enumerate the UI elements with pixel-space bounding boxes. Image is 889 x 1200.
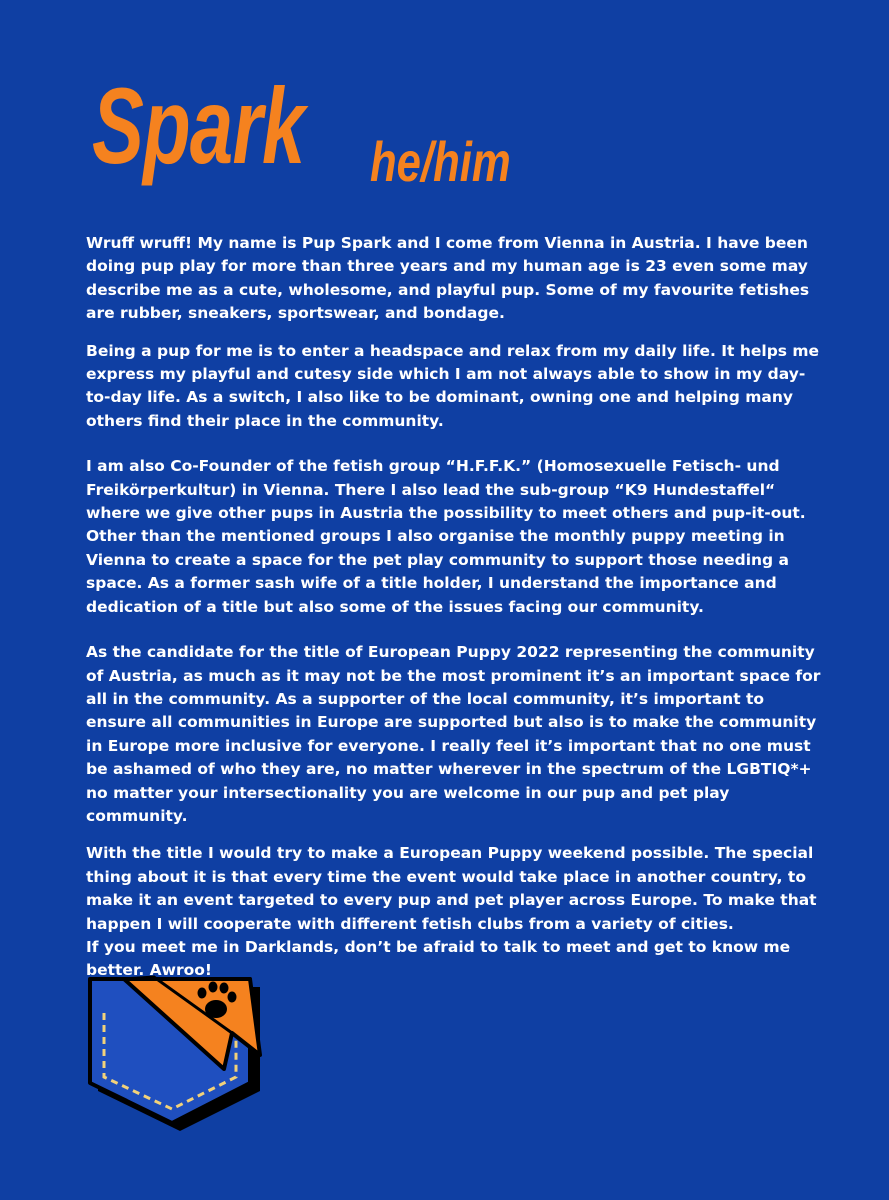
- bio-paragraph-5: With the title I would try to make a European Puppy weekend possible. The special thing about it is that every time the event would take place in another country, to make it an event targeted to every pup and pet player across Europe. To make that happen I will cooperate with different fetish clubs from a variety of cities. If you meet me in Darklands, don’t be afraid to talk to meet and get to know me better. Awroo!: [86, 844, 817, 980]
- pocket-bandana-paw-icon: [84, 973, 274, 1133]
- header: [92, 65, 511, 193]
- candidate-name: Spark: [92, 65, 305, 186]
- bio-paragraph-4: As the candidate for the title of European Puppy 2022 representing the community of Austria, as much as it may not be the most prominent it’s an important space for all in the community. As a supporter of the local community, it’s important to ensure all communities in Europe are supported but also is to make the community in Europe more inclusive for everyone. I really feel it’s important that no one must be ashamed of who they are, no matter wherever in the spectrum of the LGBTIQ*+ no matter your intersectionality you are welcome in our pup and pet play community.: [86, 643, 821, 825]
- pronouns: he/him: [370, 130, 511, 193]
- bio-text: [86, 232, 826, 997]
- bio-paragraph-2: Being a pup for me is to enter a headspace and relax from my daily life. It helps me express my playful and cutesy side which I am not always able to show in my day-to-day life. As a switch, I also like to be dominant, owning one and helping many others find their place in the community.: [86, 341, 820, 430]
- bio-paragraph-3: I am also Co-Founder of the fetish group “H.F.F.K.” (Homosexuelle Fetisch- und Freikörperkultur) in Vienna. There I also lead the sub-group “K9 Hundestaffel“ where we give other pups in Austria the possibility to meet others and pup-it-out. Other than the mentioned groups I also organise the monthly puppy meeting in Vienna to create a space for the pet play community to support those needing a space. As a former sash wife of a title holder, I understand the importance and dedication of a title but also some of the issues facing our community.: [86, 457, 806, 616]
- bio-paragraph-1: Wruff wruff! My name is Pup Spark and I come from Vienna in Austria. I have been doing pup play for more than three years and my human age is 23 even some may describe me as a cute, wholesome, and playful pup. Some of my favourite fetishes are rubber, sneakers, sportswear, and bondage.: [86, 234, 810, 323]
